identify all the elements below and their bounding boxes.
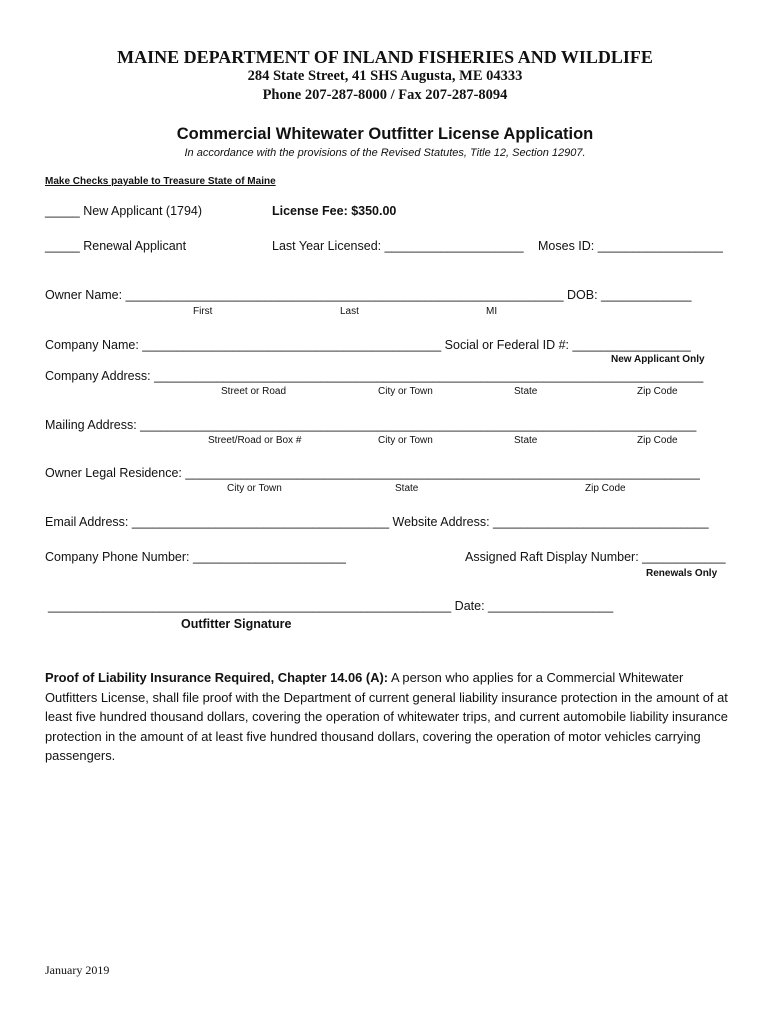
residence-state-label: State [395,483,419,494]
footer-date: January 2019 [45,963,110,977]
owner-name-field[interactable]: Owner Name: _______________________________________________________________ DOB: _____________ [45,288,692,302]
form-subtitle: In accordance with the provisions of the Revised Statutes, Title 12, Section 12907. [184,147,586,159]
agency-name: MAINE DEPARTMENT OF INLAND FISHERIES AND WILDLIFE [117,47,653,67]
owner-first-label: First [193,306,213,317]
insurance-heading: Proof of Liability Insurance Required, Chapter 14.06 (A): [45,670,389,685]
insurance-paragraph [45,668,730,766]
new-applicant-only-note: New Applicant Only [611,354,705,365]
insurance-text: A person who applies for a Commercial Whitewater Outfitters License, shall file proof with the Department of current general liability insurance protection in the amount of at least five hundred thousand dollars, covering the operation of whitewater trips, and current automobile liability insurance protection in the amount of at least five hundred thousand dollars, covering the operation of motor vehicles carrying passengers. [45,670,728,763]
residence-city-label: City or Town [227,483,282,494]
company-phone-field[interactable]: Company Phone Number: ______________________ [45,550,346,564]
form-title: Commercial Whitewater Outfitter License Application [176,125,594,143]
mailing-city-label: City or Town [378,435,433,446]
signature-date-field[interactable]: __________________________________________________________ Date: __________________ [48,599,614,613]
company-city-label: City or Town [378,386,433,397]
owner-last-label: Last [340,306,359,317]
company-zip-label: Zip Code [637,386,678,397]
mailing-address-field[interactable]: Mailing Address: ________________________________________________________________________________ [45,418,697,432]
new-applicant-field[interactable]: _____ New Applicant (1794) [45,204,203,218]
owner-legal-residence-field[interactable]: Owner Legal Residence: __________________________________________________________________________ [45,466,700,480]
renewal-applicant-field[interactable]: _____ Renewal Applicant [45,239,187,253]
renewals-only-note: Renewals Only [646,568,718,579]
checks-note: Make Checks payable to Treasure State of Maine [45,176,276,187]
company-name-field[interactable]: Company Name: ___________________________________________ Social or Federal ID #: _________________ [45,338,691,352]
agency-phone-fax: Phone 207-287-8000 / Fax 207-287-8094 [262,87,508,103]
company-street-label: Street or Road [221,386,287,397]
email-website-field[interactable]: Email Address: _____________________________________ Website Address: _______________________________ [45,515,709,529]
company-address-field[interactable]: Company Address: _______________________________________________________________________________ [45,369,704,383]
license-fee: License Fee: $350.00 [272,204,397,218]
owner-mi-label: MI [486,306,498,317]
last-year-licensed-field[interactable]: Last Year Licensed: ____________________ [272,239,524,253]
company-state-label: State [514,386,538,397]
outfitter-signature-label: Outfitter Signature [181,617,292,631]
raft-display-number-field[interactable]: Assigned Raft Display Number: ____________ [465,550,726,564]
agency-address: 284 State Street, 41 SHS Augusta, ME 04333 [247,68,523,84]
mailing-street-label: Street/Road or Box # [208,435,302,446]
residence-zip-label: Zip Code [585,483,626,494]
mailing-state-label: State [514,435,538,446]
mailing-zip-label: Zip Code [637,435,678,446]
moses-id-field[interactable]: Moses ID: __________________ [538,239,723,253]
